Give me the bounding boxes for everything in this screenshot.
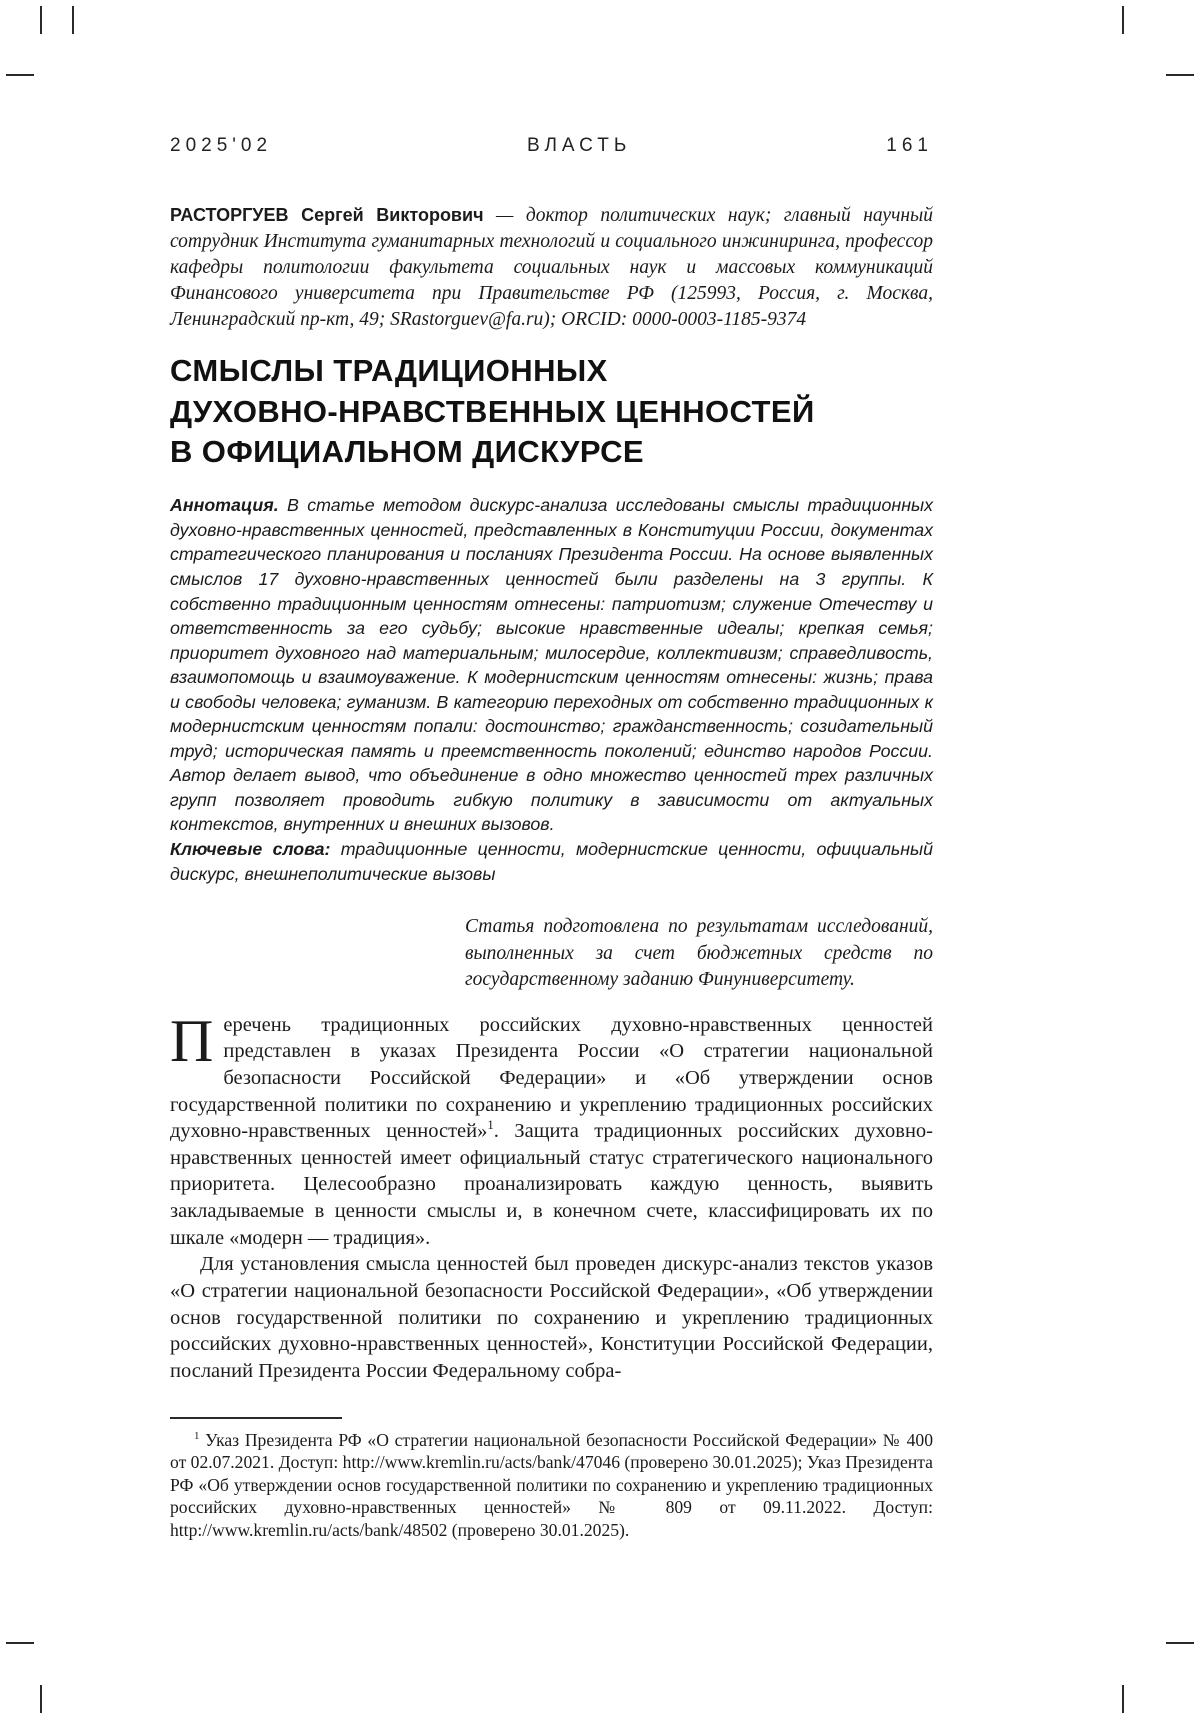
page-number: 161 <box>886 135 933 156</box>
body-paragraph-1 <box>170 1007 933 1252</box>
crop-mark-bottom-right-h <box>1166 1642 1194 1644</box>
keywords-text: традиционные ценности, модернистские ценности, официальный дискурс, внешнеполитические вызовы <box>170 838 933 884</box>
article-body <box>170 1007 933 1385</box>
article-title-line-1: СМЫСЛЫ ТРАДИЦИОННЫХ <box>170 352 608 388</box>
journal-issue: 2025'02 <box>170 135 273 156</box>
abstract-text: В статье методом дискурс-анализа исследованы смыслы традиционных духовно-нравственных ценностей, представленных в Конституции России, документах стратегического планирования и посланиях Президента России. На основе выявленных смыслов 17 духовно-нравственных ценностей были разделены на 3 группы. К собственно традиционным ценностям отнесены: патриотизм; служение Отечеству и ответственность за его судьбу; высокие нравственные идеалы; крепкая семья; приоритет духовного над материальным; милосердие, коллективизм; справедливость, взаимопомощь и взаимоуважение. К модернистским ценностям отнесены: жизнь; права и свободы человека; гуманизм. В категорию переходных от собственно традиционных к модернистским ценностям попали: достоинство; гражданственность; созидательный труд; историческая память и преемственность поколений; единство народов России. Автор делает вывод, что объединение в одно множество ценностей трех различных групп позволяет проводить гибкую политику в зависимости от актуальных контекстов, внутренних и внешних вызовов. <box>170 495 933 835</box>
crop-mark-top-left-v1 <box>40 6 42 34</box>
journal-page <box>170 135 933 1541</box>
abstract-block <box>170 493 933 886</box>
body-paragraph-1-continued: . Защита традиционных российских духовно-нравственных ценностей имеет официальный статус стратегического национального приоритета. Целесообразно проанализировать каждую ценность, выявить закладываемые в ценности смыслы и, в конечном счете, классифицировать их по шкале «модерн — традиция». <box>170 1120 933 1249</box>
journal-title: ВЛАСТЬ <box>526 135 632 156</box>
crop-mark-top-left-v2 <box>72 6 74 34</box>
footnote-reference-mark: 1 <box>487 1118 494 1133</box>
drop-cap: П <box>170 1007 214 1074</box>
crop-mark-top-right-h <box>1166 74 1194 76</box>
body-paragraph-1-text: еречень традиционных российских духовно-нравственных ценностей представлен в указах Президента России «О стратегии национальной безопасности Российской Федерации» и «Об утверждении основ государственной политики по сохранению и укреплению традиционных российских духовно-нравственных ценностей» <box>170 1013 933 1143</box>
crop-mark-bottom-right-v <box>1122 1685 1124 1713</box>
article-title-line-3: В ОФИЦИАЛЬНОМ ДИСКУРСЕ <box>170 434 645 470</box>
author-block <box>170 203 933 333</box>
footnote <box>170 1429 933 1542</box>
keywords-label: Ключевые слова: <box>170 838 331 859</box>
crop-mark-bottom-left-h <box>6 1642 34 1644</box>
running-head <box>170 135 933 157</box>
article-title <box>170 351 933 474</box>
keywords-paragraph <box>170 837 933 886</box>
article-title-line-2: ДУХОВНО-НРАВСТВЕННЫХ ЦЕННОСТЕЙ <box>170 393 815 429</box>
crop-mark-top-left-h <box>6 74 34 76</box>
footnote-text: Указ Президента РФ «О стратегии национальной безопасности Российской Федерации» № 400 от 02.07.2021. Доступ: http://www.kremlin.ru/acts/bank/47046 (проверено 30.01.2025); Указ Президента РФ «Об утверждении основ государственной политики по сохранению и укреплению традиционных российских духовно-нравственных ценностей» № 809 от 09.11.2022. Доступ: http://www.kremlin.ru/acts/bank/48502 (проверено 30.01.2025). <box>170 1429 933 1540</box>
footnote-rule <box>170 1417 342 1419</box>
abstract-label: Аннотация. <box>170 495 279 516</box>
author-name: РАСТОРГУЕВ Сергей Викторович <box>170 205 484 225</box>
body-paragraph-2: Для установления смысла ценностей был проведен дискурс-анализ текстов указов «О стратегии национальной безопасности Российской Федерации», «Об утверждении основ государственной политики по сохранению и укреплению традиционных российских духовно-нравственных ценностей», Конституции Российской Федерации, посланий Президента России Федеральному собра- <box>170 1253 933 1382</box>
crop-mark-top-right-v <box>1122 6 1124 34</box>
abstract-paragraph <box>170 493 933 837</box>
footnote-marker: 1 <box>194 1429 200 1442</box>
funding-note: Статья подготовлена по результатам исследований, выполненных за счет бюджетных средств по государственному заданию Финуниверситету. <box>465 916 933 991</box>
crop-mark-bottom-left-v <box>40 1685 42 1713</box>
author-bio: — доктор политических наук; главный научный сотрудник Института гуманитарных технологий и социального инжиниринга, профессор кафедры политологии факультета социальных наук и массовых коммуникаций Финансового университета при Правительстве РФ (125993, Россия, г. Москва, Ленинградский пр-кт, 49; SRastorguev@fa.ru); ORCID: 0000-0003-1185-9374 <box>170 205 934 330</box>
